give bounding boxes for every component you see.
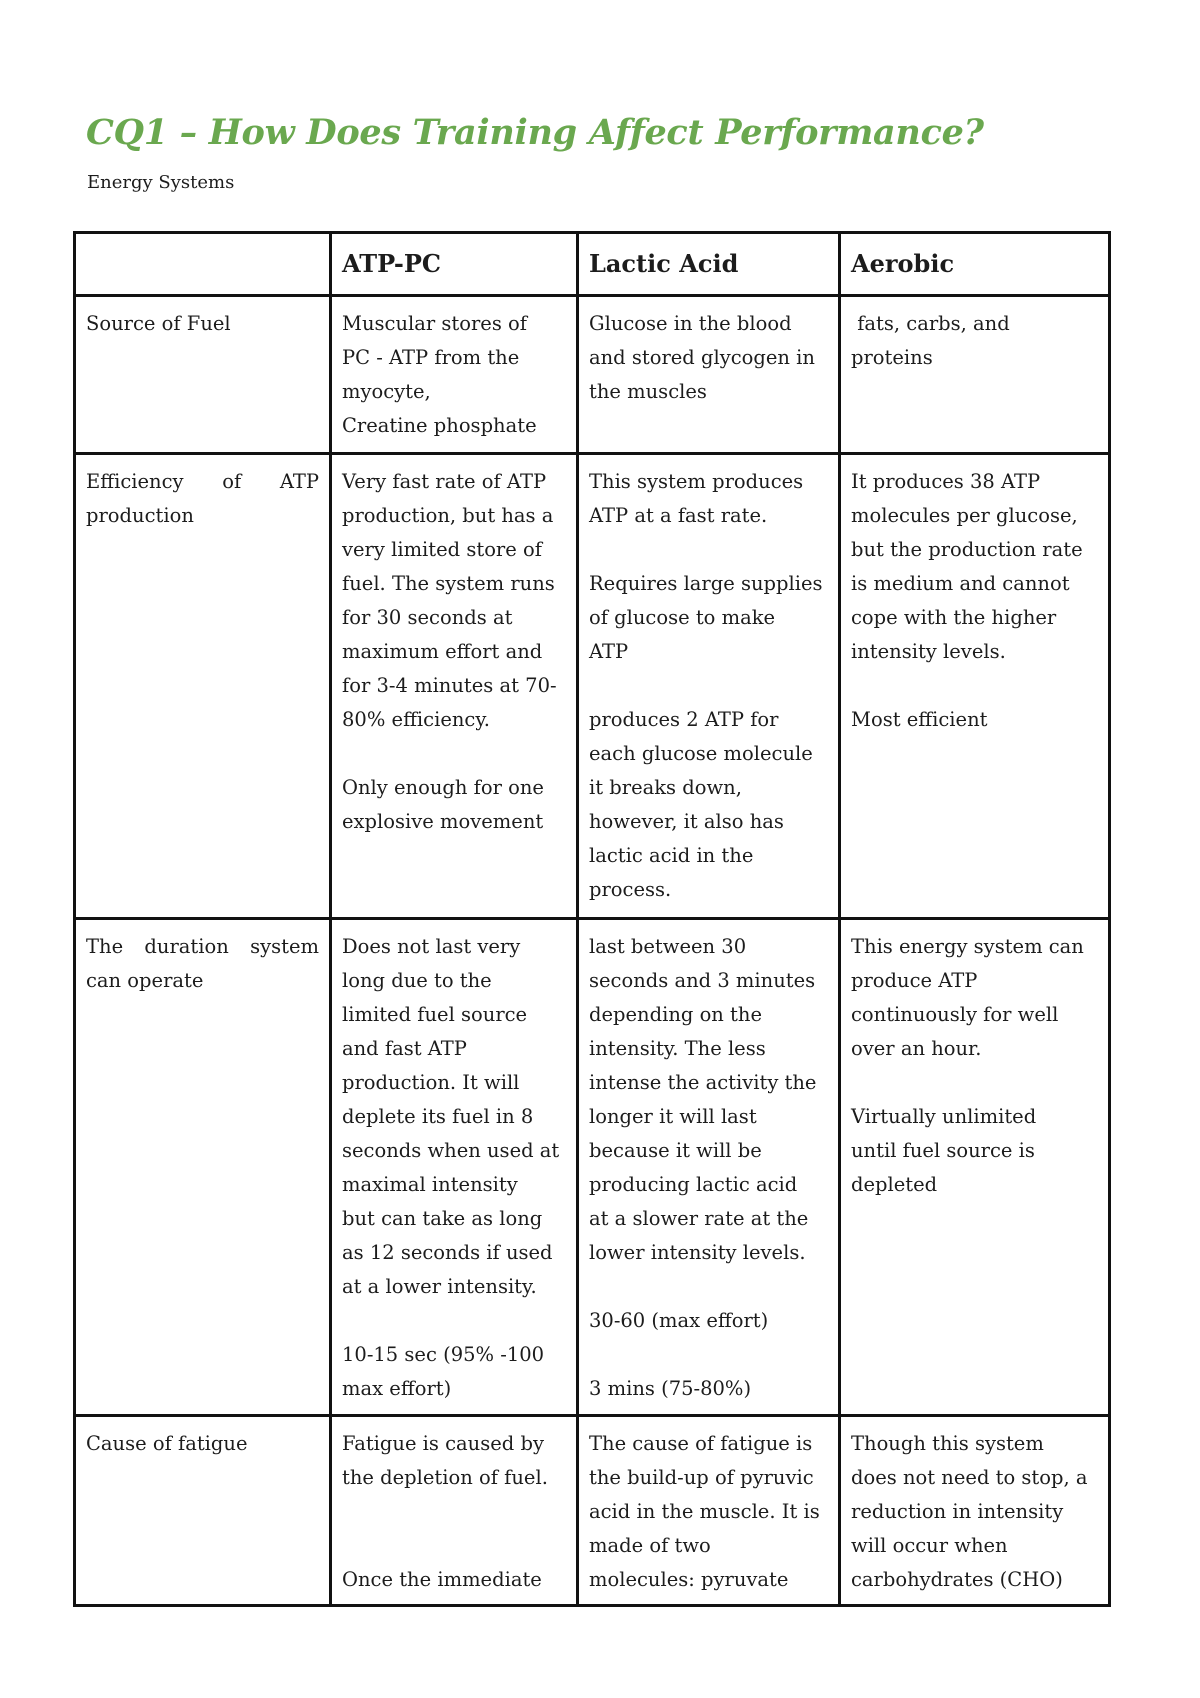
cell-text-line: for 30 seconds at xyxy=(342,606,513,629)
cell-text-line: proteins xyxy=(851,346,933,369)
cell-text-line: explosive movement xyxy=(342,810,544,833)
cell-text-line: over an hour. xyxy=(851,1037,982,1060)
table-cell-atp-pc xyxy=(331,296,578,454)
table-cell-lactic-acid xyxy=(578,454,840,919)
cell-text-line: at a slower rate at the xyxy=(589,1207,809,1230)
cell-text-line: Only enough for one xyxy=(342,776,544,799)
table-cell-lactic-acid xyxy=(578,1416,840,1606)
cell-text-line: This system produces xyxy=(589,470,804,493)
row-label-line: The duration system xyxy=(86,935,319,958)
row-label-line: can operate xyxy=(86,969,204,992)
cell-text-line xyxy=(589,669,828,703)
cell-text-line: because it will be xyxy=(589,1139,762,1162)
cell-text-line: 10-15 sec (95% -100 xyxy=(342,1343,545,1366)
cell-text-line: is medium and cannot xyxy=(851,572,1070,595)
cell-text-line: will occur when xyxy=(851,1534,1008,1557)
cell-text-line: the muscles xyxy=(589,380,707,403)
table-cell-atp-pc xyxy=(331,1416,578,1606)
cell-text-line: last between 30 xyxy=(589,935,747,958)
cell-text-line: 80% efficiency. xyxy=(342,708,490,731)
energy-systems-table xyxy=(73,231,1111,1607)
cell-text-line: The cause of fatigue is xyxy=(589,1432,813,1455)
table-cell-aerobic xyxy=(840,919,1110,1416)
cell-text-line: PC - ATP from the xyxy=(342,346,520,369)
table-cell-lactic-acid xyxy=(578,296,840,454)
cell-text-line: intensity levels. xyxy=(851,640,1006,663)
cell-text-line: longer it will last xyxy=(589,1105,757,1128)
row-label-cell xyxy=(75,296,331,454)
cell-text-line: does not need to stop, a xyxy=(851,1466,1088,1489)
cell-text-line: as 12 seconds if used xyxy=(342,1241,553,1264)
table-header-row xyxy=(75,233,1110,296)
cell-text-line: deplete its fuel in 8 xyxy=(342,1105,534,1128)
cell-text-line: for 3-4 minutes at 70- xyxy=(342,674,557,697)
table-cell-lactic-acid xyxy=(578,919,840,1416)
cell-text-line: it breaks down, xyxy=(589,776,742,799)
cell-text-line: however, it also has xyxy=(589,810,784,833)
row-label-line: Efficiency of ATP xyxy=(86,470,319,493)
cell-text-line: reduction in intensity xyxy=(851,1500,1064,1523)
cell-text-line xyxy=(342,1529,566,1563)
cell-text-line: Fatigue is caused by xyxy=(342,1432,544,1455)
cell-text-line: molecules per glucose, xyxy=(851,504,1078,527)
table-row-efficiency-of-atp-production xyxy=(75,454,1110,919)
row-label-line: production xyxy=(86,504,194,527)
row-label-cell xyxy=(75,454,331,919)
cell-text-line: max effort) xyxy=(342,1377,452,1400)
table-cell-aerobic xyxy=(840,1416,1110,1606)
table-cell-aerobic xyxy=(840,454,1110,919)
cell-text-line: lower intensity levels. xyxy=(589,1241,806,1264)
row-label-line: Cause of fatigue xyxy=(86,1432,248,1455)
table-row-source-of-fuel xyxy=(75,296,1110,454)
page-subtitle: Energy Systems xyxy=(87,172,235,193)
header-label: Aerobic xyxy=(851,249,955,278)
cell-text-line: seconds when used at xyxy=(342,1139,560,1162)
cell-text-line: myocyte, xyxy=(342,380,431,403)
cell-text-line: lactic acid in the xyxy=(589,844,754,867)
cell-text-line: fats, carbs, and xyxy=(851,312,1010,335)
cell-text-line xyxy=(342,1304,566,1338)
cell-text-line: intensity. The less xyxy=(589,1037,766,1060)
cell-text-line: depending on the xyxy=(589,1003,762,1026)
cell-text-line: produces 2 ATP for xyxy=(589,708,779,731)
header-cell-aerobic xyxy=(840,233,1110,296)
table-row-duration-system-can-operate xyxy=(75,919,1110,1416)
cell-text-line xyxy=(851,1066,1098,1100)
cell-text-line: Virtually unlimited xyxy=(851,1105,1037,1128)
cell-text-line: It produces 38 ATP xyxy=(851,470,1041,493)
cell-text-line: Creatine phosphate xyxy=(342,414,537,437)
cell-text-line: produce ATP xyxy=(851,969,978,992)
table-row-cause-of-fatigue xyxy=(75,1416,1110,1606)
table-cell-atp-pc xyxy=(331,919,578,1416)
cell-text-line xyxy=(589,1338,828,1372)
cell-text-line xyxy=(589,533,828,567)
table-cell-atp-pc xyxy=(331,454,578,919)
cell-text-line: Most efficient xyxy=(851,708,988,731)
cell-text-line: at a lower intensity. xyxy=(342,1275,537,1298)
row-label-line: Source of Fuel xyxy=(86,312,231,335)
cell-text-line: Very fast rate of ATP xyxy=(342,470,547,493)
cell-text-line: but the production rate xyxy=(851,538,1083,561)
cell-text-line: Does not last very xyxy=(342,935,521,958)
cell-text-line: limited fuel source xyxy=(342,1003,528,1026)
cell-text-line: producing lactic acid xyxy=(589,1173,798,1196)
cell-text-line: Requires large supplies xyxy=(589,572,823,595)
cell-text-line: Glucose in the blood xyxy=(589,312,792,335)
row-label-cell xyxy=(75,1416,331,1606)
cell-text-line: very limited store of xyxy=(342,538,542,561)
cell-text-line: and fast ATP xyxy=(342,1037,467,1060)
cell-text-line: depleted xyxy=(851,1173,938,1196)
cell-text-line: Once the immediate xyxy=(342,1568,542,1591)
cell-text-line xyxy=(342,1495,566,1529)
cell-text-line: maximum effort and xyxy=(342,640,543,663)
cell-text-line: acid in the muscle. It is xyxy=(589,1500,820,1523)
cell-text-line: continuously for well xyxy=(851,1003,1059,1026)
cell-text-line: cope with the higher xyxy=(851,606,1057,629)
cell-text-line: fuel. The system runs xyxy=(342,572,555,595)
cell-text-line: intense the activity the xyxy=(589,1071,817,1094)
header-label: ATP-PC xyxy=(342,249,442,278)
cell-text-line: and stored glycogen in xyxy=(589,346,815,369)
cell-text-line: each glucose molecule xyxy=(589,742,813,765)
cell-text-line: 3 mins (75-80%) xyxy=(589,1377,752,1400)
table-cell-aerobic xyxy=(840,296,1110,454)
cell-text-line: This energy system can xyxy=(851,935,1084,958)
cell-text-line: 30-60 (max effort) xyxy=(589,1309,769,1332)
cell-text-line: the depletion of fuel. xyxy=(342,1466,548,1489)
cell-text-line: production. It will xyxy=(342,1071,520,1094)
cell-text-line: of glucose to make xyxy=(589,606,776,629)
cell-text-line: Though this system xyxy=(851,1432,1044,1455)
page-title: CQ1 – How Does Training Affect Performance? xyxy=(86,112,984,153)
cell-text-line: production, but has a xyxy=(342,504,554,527)
cell-text-line: long due to the xyxy=(342,969,492,992)
cell-text-line: ATP xyxy=(589,640,629,663)
cell-text-line xyxy=(342,737,566,771)
cell-text-line: process. xyxy=(589,878,672,901)
cell-text-line: but can take as long xyxy=(342,1207,543,1230)
cell-text-line xyxy=(851,669,1098,703)
cell-text-line: Muscular stores of xyxy=(342,312,528,335)
header-cell-empty xyxy=(75,233,331,296)
cell-text-line xyxy=(589,1270,828,1304)
cell-text-line: carbohydrates (CHO) xyxy=(851,1568,1063,1591)
header-cell-atp-pc xyxy=(331,233,578,296)
cell-text-line: molecules: pyruvate xyxy=(589,1568,789,1591)
header-cell-lactic-acid xyxy=(578,233,840,296)
header-label: Lactic Acid xyxy=(589,249,739,278)
cell-text-line: until fuel source is xyxy=(851,1139,1035,1162)
cell-text-line: seconds and 3 minutes xyxy=(589,969,816,992)
cell-text-line: made of two xyxy=(589,1534,711,1557)
row-label-cell xyxy=(75,919,331,1416)
cell-text-line: maximal intensity xyxy=(342,1173,518,1196)
cell-text-line: the build-up of pyruvic xyxy=(589,1466,814,1489)
cell-text-line: ATP at a fast rate. xyxy=(589,504,768,527)
